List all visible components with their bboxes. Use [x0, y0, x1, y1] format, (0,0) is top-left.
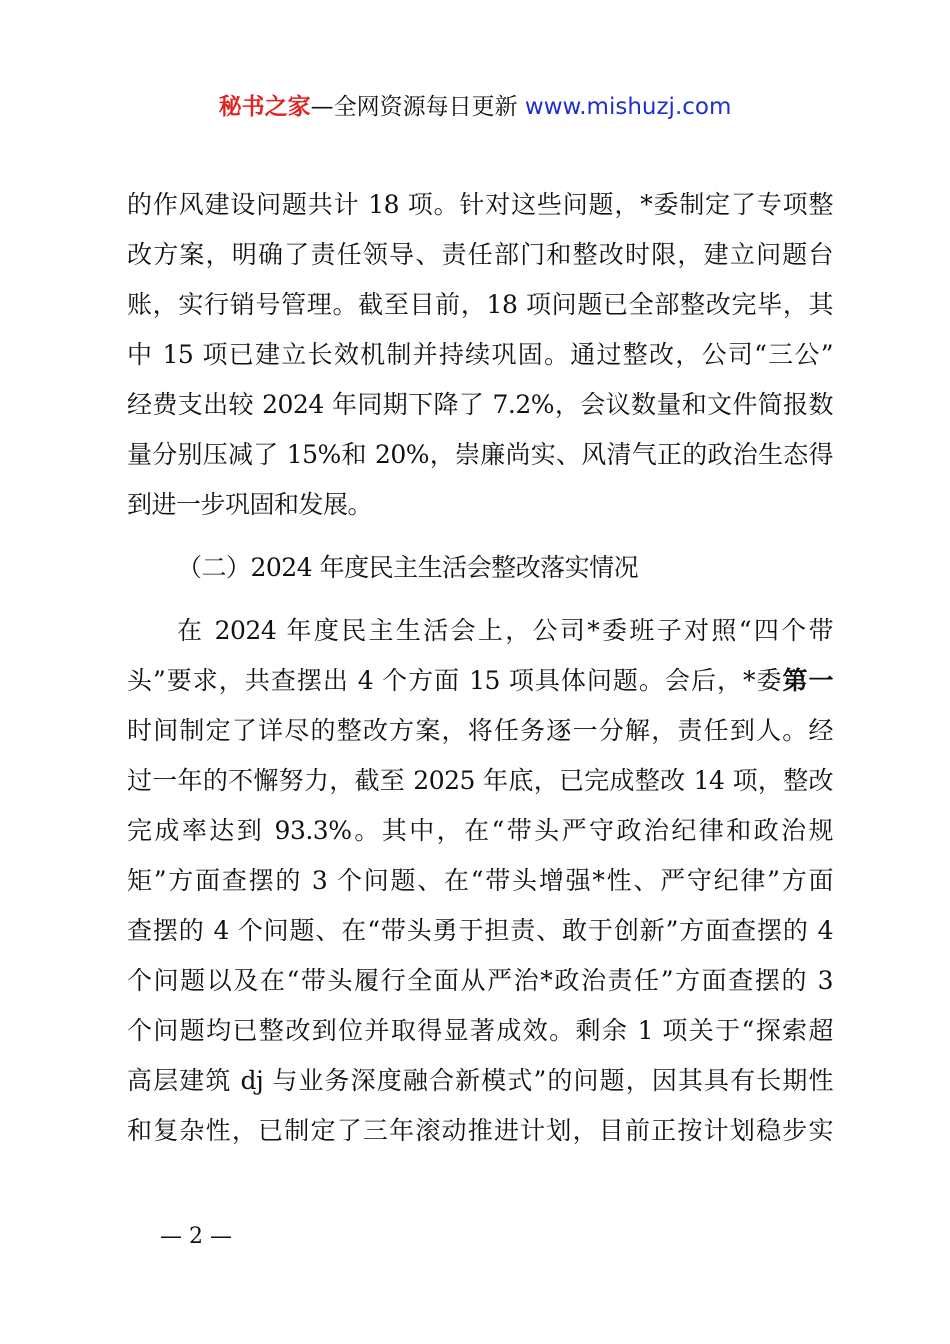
page-header	[0, 88, 950, 121]
text-line: 查摆的 4 个问题、在“带头勇于担责、敢于创新”方面查摆的 4	[127, 916, 833, 945]
text-line: 账，实行销号管理。截至目前，18 项问题已全部整改完毕，其	[127, 290, 833, 319]
paragraph-1	[127, 185, 833, 535]
text-line: 时间制定了详尽的整改方案，将任务逐一分解，责任到人。经	[127, 716, 833, 745]
page-number: — 2 —	[160, 1224, 232, 1249]
text-line: 矩”方面查摆的 3 个问题、在“带头增强*性、严守纪律”方面	[127, 866, 833, 895]
text-line: 个问题以及在“带头履行全面从严治*政治责任”方面查摆的 3	[127, 966, 833, 995]
text-line	[127, 661, 833, 711]
text-line: 在 2024 年度民主生活会上，公司*委班子对照“四个带	[177, 616, 833, 645]
text-line: 和复杂性，已制定了三年滚动推进计划，目前正按计划稳步实	[127, 1116, 833, 1145]
text-line: 经费支出较 2024 年同期下降了 7.2%，会议数量和文件简报数	[127, 390, 833, 419]
brand-name: 秘书之家	[218, 94, 311, 120]
bold-text: 第一	[782, 666, 833, 695]
text-line: 改方案，明确了责任领导、责任部门和整改时限，建立问题台	[127, 240, 833, 269]
text-segment: 头”要求，共查摆出 4 个方面 15 项具体问题。会后，*委	[127, 666, 783, 695]
text-line: 完成率达到 93.3%。其中，在“带头严守政治纪律和政治规	[127, 816, 833, 845]
text-line: 个问题均已整改到位并取得显著成效。剩余 1 项关于“探索超	[127, 1016, 833, 1045]
section-heading: （二）2024 年度民主生活会整改落实情况	[177, 553, 639, 582]
text-line: 中 15 项已建立长效机制并持续巩固。通过整改，公司“三公”	[127, 340, 833, 369]
document-body	[127, 185, 833, 1161]
text-line: 过一年的不懈努力，截至 2025 年底，已完成整改 14 项，整改	[127, 766, 833, 795]
text-line: 量分别压减了 15%和 20%，崇廉尚实、风清气正的政治生态得	[127, 440, 833, 469]
header-slogan: —全网资源每日更新	[310, 94, 525, 120]
text-line: 到进一步巩固和发展。	[127, 490, 373, 519]
paragraph-2	[127, 611, 833, 1161]
text-line: 的作风建设问题共计 18 项。针对这些问题，*委制定了专项整	[127, 190, 833, 219]
text-line: 高层建筑 dj 与业务深度融合新模式”的问题，因其具有长期性	[127, 1066, 833, 1095]
header-url[interactable]: www.mishuzj.com	[524, 94, 732, 120]
